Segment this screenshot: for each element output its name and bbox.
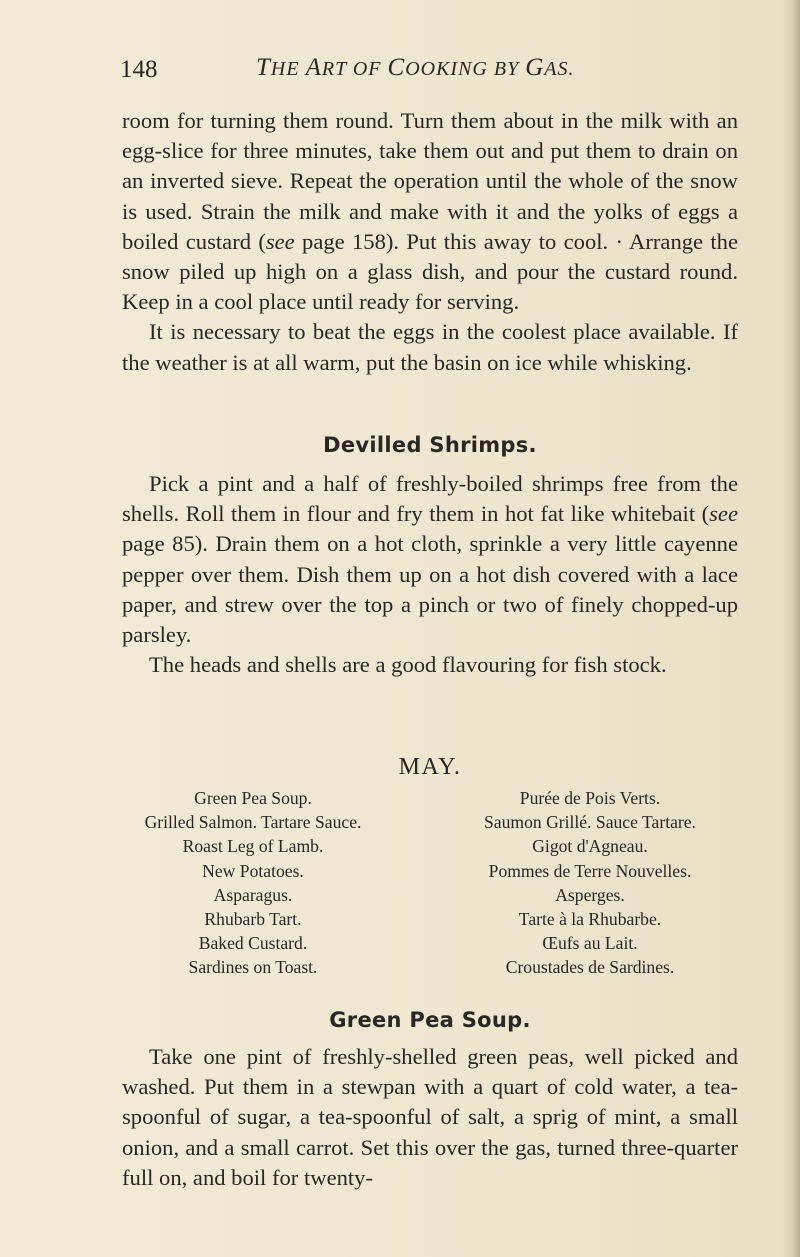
title-part: RT OF	[321, 58, 388, 80]
devilled-shrimps-paragraph-1	[122, 469, 738, 650]
menu-item-english: Roast Leg of Lamb.	[182, 836, 324, 857]
menu-item-french: Purée de Pois Verts.	[519, 788, 661, 808]
menu-item-english: Green Pea Soup.	[194, 788, 312, 808]
page-number: 148	[120, 56, 158, 83]
text-run: Pick a pint and a half of freshly-boiled shrimps free from the shells. Roll them in flour and fry them in hot fat like whitebait (	[122, 471, 738, 527]
text-run: page 85). Drain them on a hot cloth, sprinkle a very little cayenne pepper over them. Dish them up on a hot dish covered with a lace paper, and strew over the top a pinch or two of finely chopped-up parsley.	[122, 531, 738, 648]
text-run: room for turning them round. Turn them about in the milk with an egg-slice for three minutes, take them out and put them to drain on an inverted sieve. Repeat the operation until the whole of the snow is used. Strain the milk and make with it and the yolks of eggs a boiled custard (	[122, 108, 738, 254]
running-title	[256, 54, 574, 82]
green-pea-soup-text	[122, 1042, 738, 1193]
title-part: A	[305, 54, 322, 81]
menu-item-english: Baked Custard.	[198, 933, 308, 954]
title-part: T	[256, 54, 271, 81]
devilled-shrimps-text	[122, 469, 738, 680]
menu-item-french: Saumon Grillé. Sauce Tartare.	[484, 812, 696, 833]
menu-item-english: Grilled Salmon. Tartare Sauce.	[144, 812, 362, 833]
menu-item-french: Pommes de Terre Nouvelles.	[488, 860, 692, 881]
menu-french-column	[430, 786, 750, 980]
section-heading-devilled-shrimps: Devilled Shrimps.	[323, 433, 537, 457]
section-heading-green-pea-soup: Green Pea Soup.	[329, 1008, 531, 1032]
title-part: G	[525, 54, 545, 81]
intro-text	[122, 106, 738, 378]
green-pea-soup-paragraph-1: Take one pint of freshly-shelled green peas, well picked and washed. Put them in a stewpan with a quart of cold water, a tea-spoonful of sugar, a tea-spoonful of salt, a sprig of mint, a small onion, and a small carrot. Set this over the gas, turned three-quarter full on, and boil for twenty-	[122, 1044, 738, 1190]
menu-item-english: Asparagus.	[213, 884, 293, 905]
page-edge-shadow	[782, 0, 800, 1257]
menu-item-english: Sardines on Toast.	[188, 957, 318, 978]
menu-item-english: New Potatoes.	[202, 860, 304, 881]
menu-english-column	[108, 786, 398, 980]
page-header	[120, 52, 740, 92]
devilled-shrimps-paragraph-2: The heads and shells are a good flavouring for fish stock.	[149, 652, 667, 678]
menu-item-french: Gigot d'Agneau.	[532, 836, 648, 857]
title-part: C	[387, 54, 406, 81]
text-run: page 158). Put this away to cool. · Arrange the snow piled up high on a glass dish, and pour the custard round. Keep in a cool place until ready for serving.	[122, 228, 738, 315]
intro-paragraph-2: It is necessary to beat the eggs in the coolest place available. If the weather is at all warm, put the basin on ice while whisking.	[122, 319, 738, 375]
menu-item-french: Œufs au Lait.	[542, 933, 638, 954]
intro-paragraph-1	[122, 106, 738, 317]
italic-run: see	[709, 501, 738, 527]
menu-item-french: Croustades de Sardines.	[505, 957, 675, 978]
menu-item-french: Tarte à la Rhubarbe.	[518, 909, 662, 930]
menu-item-french: Asperges.	[555, 884, 625, 905]
title-part: OOKING BY	[405, 58, 526, 80]
menu-item-english: Rhubarb Tart.	[204, 909, 302, 930]
title-part: HE	[270, 58, 306, 80]
menu-title: MAY.	[398, 754, 462, 780]
italic-run: see	[265, 228, 295, 254]
title-part: AS.	[544, 58, 575, 80]
